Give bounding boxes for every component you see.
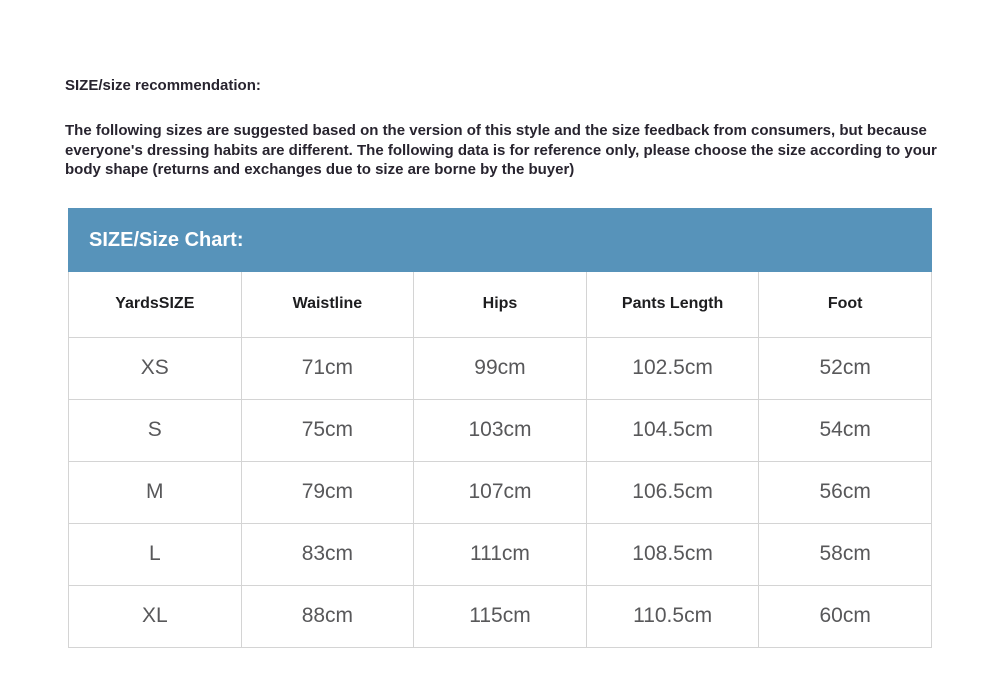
size-disclaimer-text: The following sizes are suggested based on the version of this style and the size feedback from consumers, but because everyone's dressing habits are different. The following data is for reference only, please choose the size according to your body shape (returns and exchanges due to size are borne by the buyer) xyxy=(65,122,937,178)
column-header-waistline: Waistline xyxy=(241,272,414,337)
cell-size: L xyxy=(69,523,242,585)
cell-size: XL xyxy=(69,585,242,647)
cell-foot: 52cm xyxy=(759,337,932,399)
cell-foot: 60cm xyxy=(759,585,932,647)
cell-pants-length: 108.5cm xyxy=(586,523,759,585)
cell-hips: 103cm xyxy=(414,399,587,461)
column-header-foot: Foot xyxy=(759,272,932,337)
cell-pants-length: 104.5cm xyxy=(586,399,759,461)
cell-waistline: 83cm xyxy=(241,523,414,585)
cell-hips: 115cm xyxy=(414,585,587,647)
cell-pants-length: 110.5cm xyxy=(586,585,759,647)
size-chart-header-bar xyxy=(68,208,932,272)
table-row xyxy=(69,585,932,647)
section-title: SIZE/size recommendation: xyxy=(65,77,261,94)
table-row xyxy=(69,461,932,523)
table-row xyxy=(69,523,932,585)
cell-waistline: 75cm xyxy=(241,399,414,461)
cell-pants-length: 106.5cm xyxy=(586,461,759,523)
cell-hips: 111cm xyxy=(414,523,587,585)
table-row xyxy=(69,337,932,399)
table-header-row xyxy=(69,272,932,337)
cell-waistline: 79cm xyxy=(241,461,414,523)
size-chart-table xyxy=(68,272,932,648)
cell-waistline: 88cm xyxy=(241,585,414,647)
cell-foot: 58cm xyxy=(759,523,932,585)
cell-size: S xyxy=(69,399,242,461)
cell-foot: 56cm xyxy=(759,461,932,523)
size-chart-header-label: SIZE/Size Chart: xyxy=(89,228,244,251)
cell-hips: 99cm xyxy=(414,337,587,399)
cell-size: M xyxy=(69,461,242,523)
cell-waistline: 71cm xyxy=(241,337,414,399)
column-header-hips: Hips xyxy=(414,272,587,337)
table-row xyxy=(69,399,932,461)
cell-pants-length: 102.5cm xyxy=(586,337,759,399)
cell-foot: 54cm xyxy=(759,399,932,461)
column-header-pants-length: Pants Length xyxy=(586,272,759,337)
cell-size: XS xyxy=(69,337,242,399)
cell-hips: 107cm xyxy=(414,461,587,523)
column-header-size: YardsSIZE xyxy=(69,272,242,337)
